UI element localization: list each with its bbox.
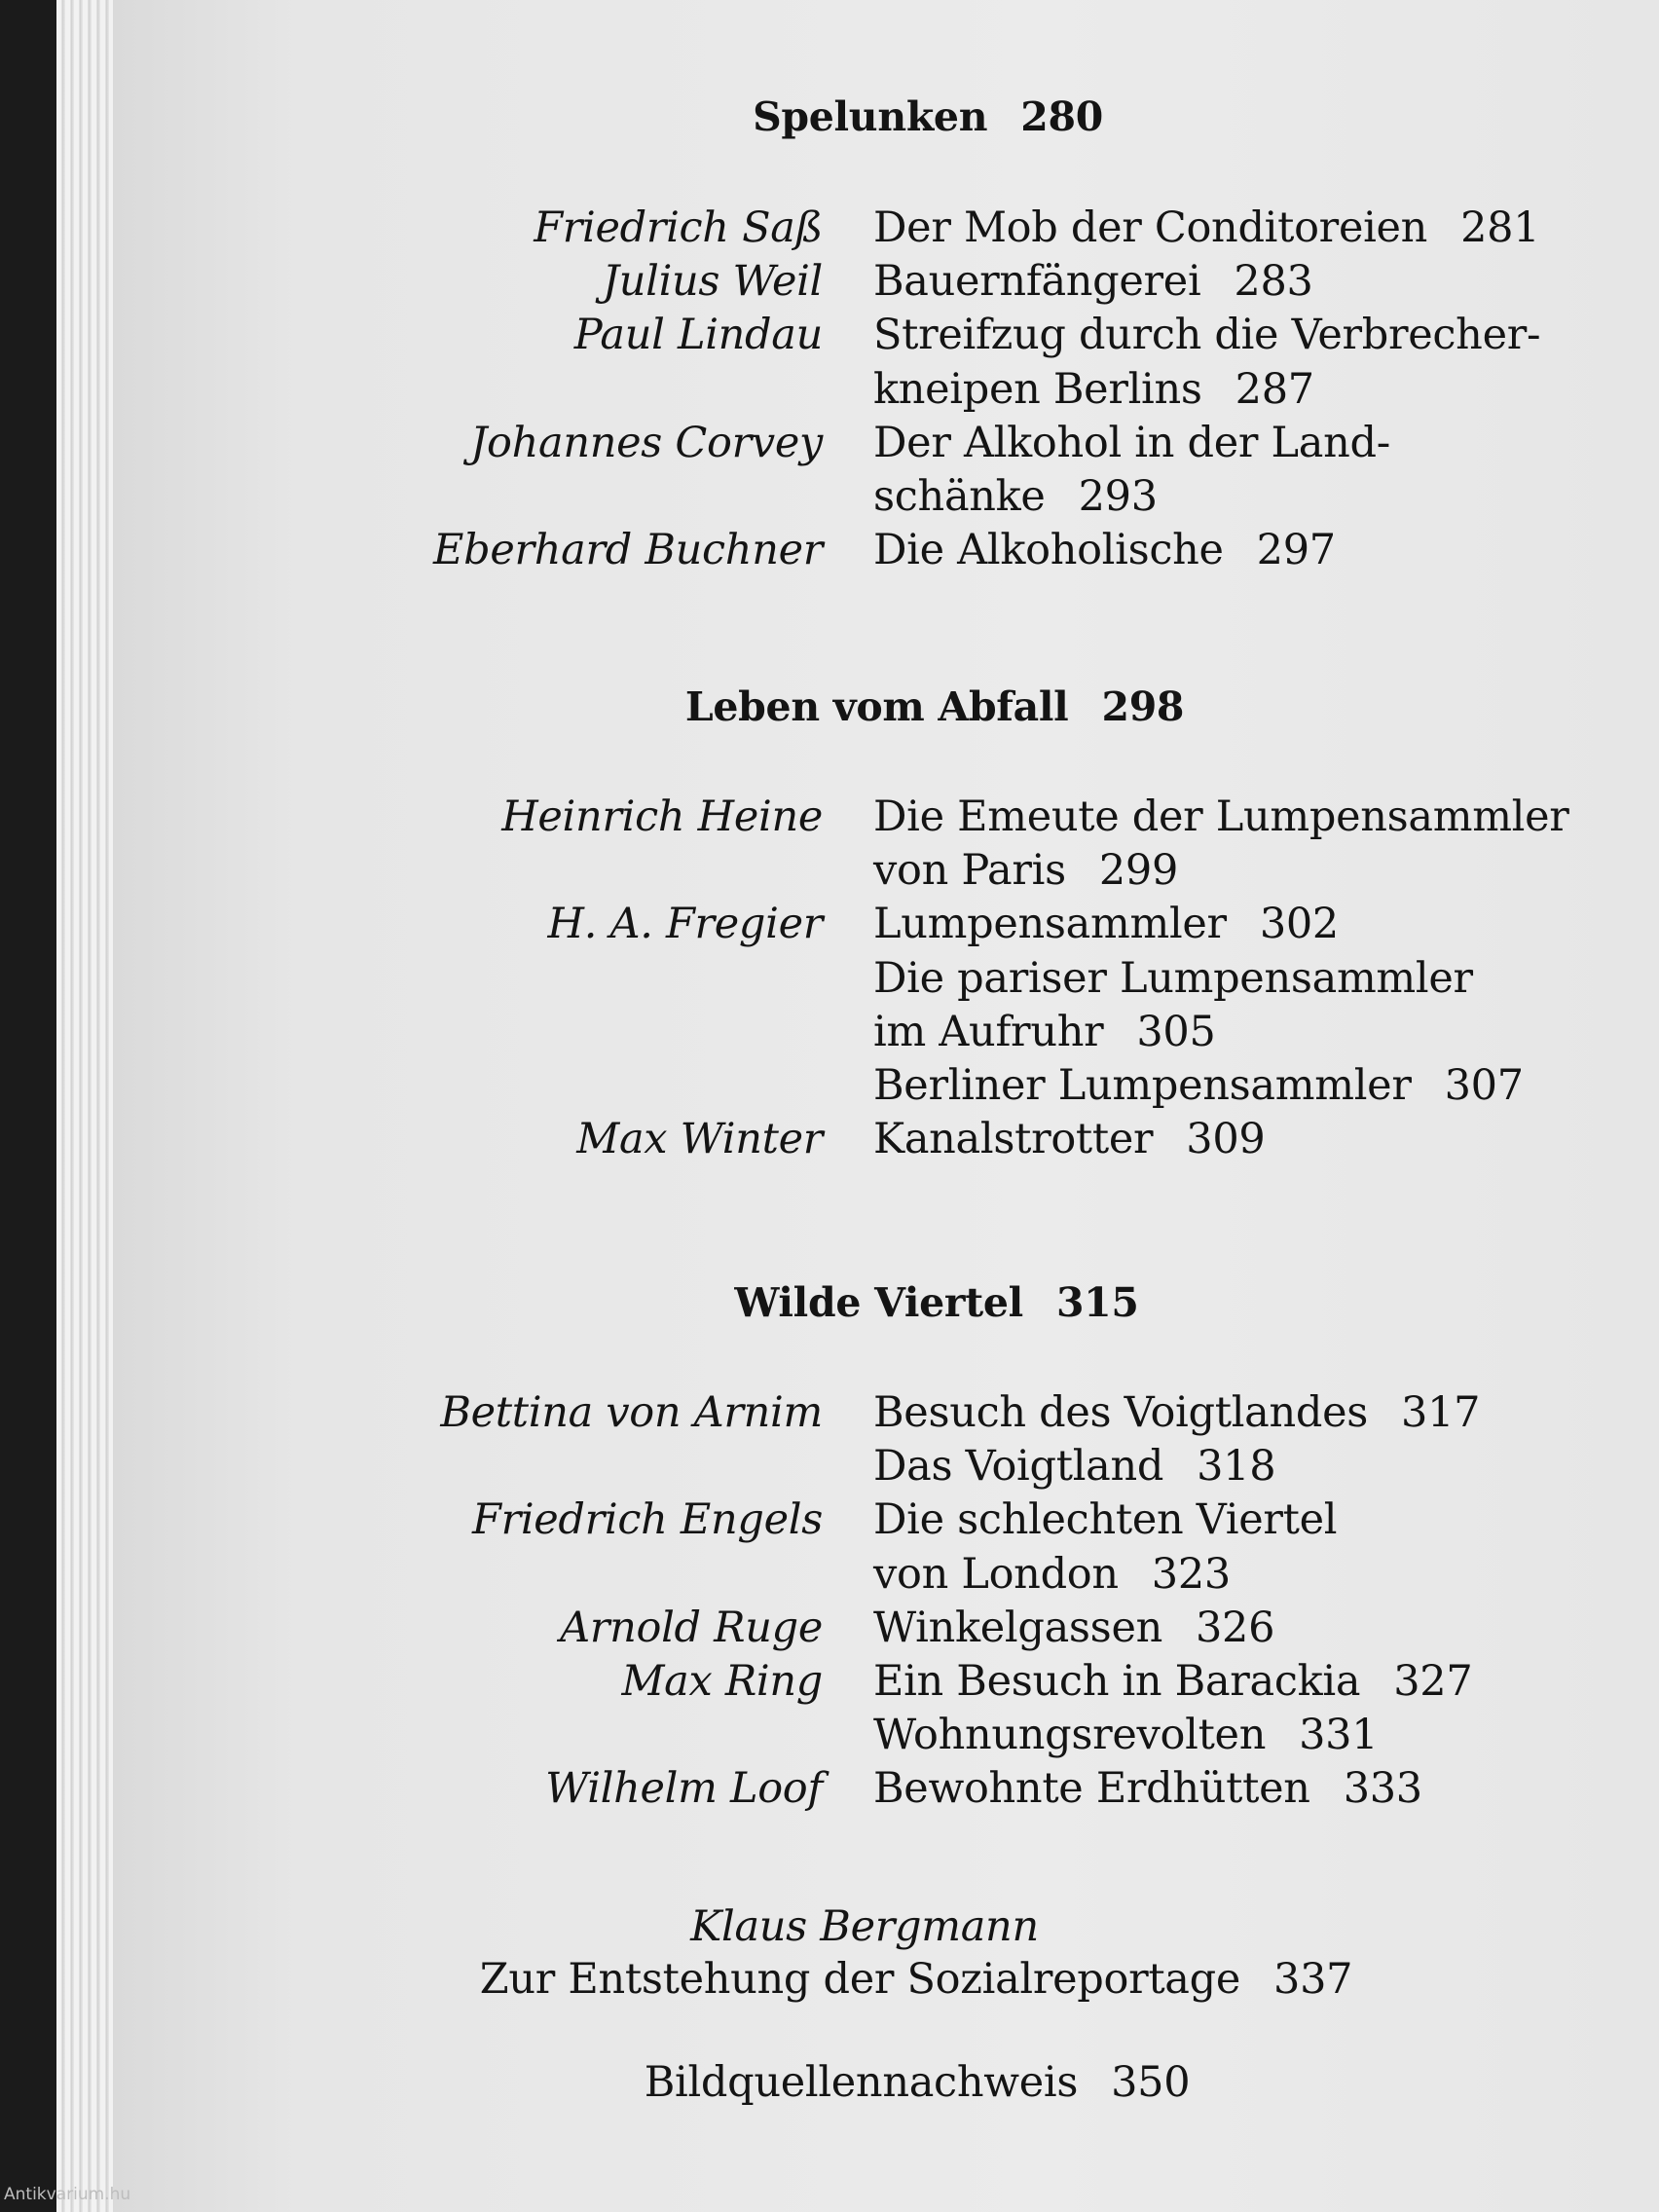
entry-title-line (873, 1388, 1481, 1437)
entry-title-line (873, 1115, 1266, 1164)
entry-title: Streifzug durch die Verbrecher- (873, 311, 1541, 360)
author-name: Klaus Bergmann (690, 1902, 1039, 1951)
entry-title-line (873, 472, 1158, 521)
entry-page-number: 309 (1186, 1115, 1266, 1164)
entry-title: Bewohnte Erdhütten (873, 1764, 1310, 1814)
entry-title: Besuch des Voigtlandes (873, 1388, 1369, 1437)
entry-title-line (873, 203, 1540, 252)
entry-title-line (873, 953, 1473, 1003)
entry-title: Der Alkohol in der Land- (873, 418, 1390, 467)
author-name: Julius Weil (602, 257, 823, 307)
entry-title-line (873, 1603, 1275, 1652)
entry-title-line (873, 1007, 1216, 1056)
sources-title: Bildquellennachweis (644, 2058, 1079, 2107)
sources-line (644, 2058, 1191, 2107)
entry-title: Winkelgassen (873, 1603, 1162, 1652)
entry-title-line (873, 1061, 1524, 1110)
author-name: H. A. Fregier (547, 900, 823, 949)
entry-title-line (873, 257, 1313, 307)
book-spine-shadow (0, 0, 56, 2212)
entry-title: Lumpensammler (873, 900, 1227, 949)
author-name: Friedrich Saß (534, 203, 823, 252)
afterword-page-number: 337 (1273, 1955, 1353, 2004)
section-title: Wilde Viertel (734, 1279, 1023, 1326)
entry-page-number: 299 (1098, 846, 1179, 896)
entry-title: Der Mob der Conditoreien (873, 203, 1428, 252)
entry-author (501, 793, 823, 841)
entry-page-number: 326 (1195, 1603, 1275, 1652)
entry-title: Kanalstrotter (873, 1115, 1154, 1164)
entry-page-number: 281 (1460, 203, 1540, 252)
entry-title: schänke (873, 472, 1046, 521)
entry-title-line (873, 846, 1179, 896)
watermark: Antikvarium.hu (4, 2185, 131, 2204)
entry-title-line (873, 1657, 1473, 1706)
entry-title: Die Emeute der Lumpensammler (873, 793, 1569, 841)
author-name: Arnold Ruge (560, 1603, 823, 1652)
entry-title-line (873, 311, 1541, 360)
entry-page-number: 318 (1197, 1442, 1276, 1492)
section-page-number: 315 (1055, 1279, 1139, 1326)
entry-title: Die pariser Lumpensammler (873, 953, 1473, 1003)
entry-title: von London (873, 1549, 1119, 1599)
entry-title-line (873, 1495, 1338, 1545)
entry-title: Ein Besuch in Barackia (873, 1657, 1361, 1706)
entry-title: Die schlechten Viertel (873, 1495, 1338, 1545)
entry-title: Bauernfängerei (873, 257, 1201, 307)
entry-author (440, 1388, 823, 1437)
afterword-title-line (479, 1955, 1353, 2004)
entry-title-line (873, 793, 1569, 841)
entry-author (472, 1495, 823, 1545)
entry-page-number: 283 (1234, 257, 1313, 307)
section-page-number: 280 (1020, 93, 1103, 140)
entry-title: Wohnungsrevolten (873, 1711, 1267, 1760)
entry-page-number: 287 (1235, 364, 1314, 414)
entry-author (433, 526, 823, 575)
entry-title: Das Voigtland (873, 1442, 1164, 1492)
entry-author (621, 1657, 823, 1706)
page-edges (56, 0, 113, 2212)
entry-title-line (873, 1711, 1379, 1760)
afterword-title: Zur Entstehung der Sozialreportage (479, 1955, 1241, 2004)
section-heading (753, 93, 1103, 140)
entry-author (560, 1603, 823, 1652)
entry-author (470, 418, 823, 467)
entry-page-number: 331 (1299, 1711, 1379, 1760)
sources-page-number: 350 (1111, 2058, 1191, 2107)
entry-title: von Paris (873, 846, 1066, 896)
entry-title-line (873, 526, 1336, 575)
author-name: Max Ring (621, 1657, 823, 1706)
section-title: Spelunken (753, 93, 988, 140)
section-heading (734, 1279, 1139, 1326)
entry-title: Die Alkoholische (873, 526, 1224, 575)
entry-author (545, 1764, 823, 1814)
section-page-number: 298 (1101, 683, 1185, 730)
author-name: Eberhard Buchner (433, 526, 823, 575)
entry-title-line (873, 1549, 1231, 1599)
author-name: Max Winter (576, 1115, 823, 1164)
author-name: Heinrich Heine (501, 793, 823, 841)
entry-author (534, 203, 823, 252)
entry-author (573, 311, 823, 360)
entry-page-number: 333 (1343, 1764, 1422, 1814)
entry-title-line (873, 418, 1390, 467)
entry-page-number: 305 (1136, 1007, 1216, 1056)
author-name: Paul Lindau (573, 311, 823, 360)
entry-title-line (873, 1764, 1422, 1814)
author-name: Friedrich Engels (472, 1495, 823, 1545)
author-name: Bettina von Arnim (440, 1388, 823, 1437)
entry-page-number: 317 (1401, 1388, 1481, 1437)
author-name: Wilhelm Loof (545, 1764, 823, 1814)
entry-title: kneipen Berlins (873, 364, 1202, 414)
author-name: Johannes Corvey (470, 418, 823, 467)
entry-title-line (873, 364, 1314, 414)
entry-title: Berliner Lumpensammler (873, 1061, 1412, 1110)
entry-title: im Aufruhr (873, 1007, 1104, 1056)
entry-title-line (873, 1442, 1276, 1492)
section-heading (684, 683, 1185, 730)
entry-author (576, 1115, 823, 1164)
entry-page-number: 297 (1256, 526, 1336, 575)
entry-page-number: 293 (1078, 472, 1158, 521)
section-title: Leben vom Abfall (684, 683, 1069, 730)
entry-author (547, 900, 823, 949)
entry-page-number: 307 (1444, 1061, 1524, 1110)
entry-page-number: 323 (1151, 1549, 1231, 1599)
entry-page-number: 302 (1259, 900, 1339, 949)
entry-author (602, 257, 823, 307)
afterword-author (690, 1902, 1039, 1951)
entry-page-number: 327 (1393, 1657, 1473, 1706)
entry-title-line (873, 900, 1339, 949)
